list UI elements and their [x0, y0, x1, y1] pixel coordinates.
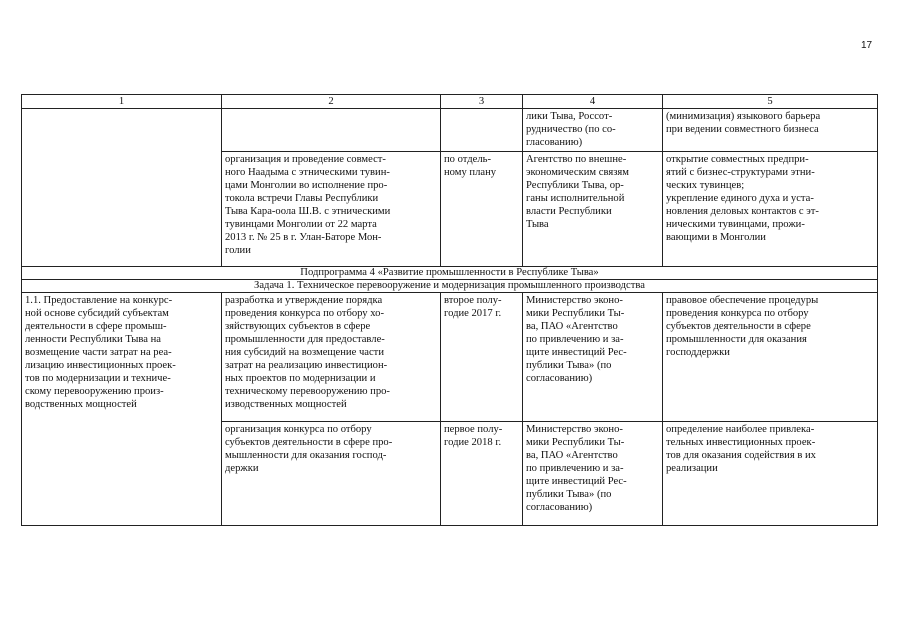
- col-header-3: 3: [441, 95, 523, 109]
- subprogram-title: Подпрограмма 4 «Развитие промышленности в Республике Тыва»: [22, 267, 878, 280]
- table-cell: [441, 109, 523, 152]
- table-cell: организация конкурса по отбору субъектов деятельности в сфере про- мышленности для оказания господ- держки: [222, 422, 441, 526]
- header-row: [22, 95, 878, 109]
- col-header-5: 5: [663, 95, 878, 109]
- table-cell: (минимизация) языкового барьера при ведении совместного бизнеса: [663, 109, 878, 152]
- table-cell: Министерство эконо- мики Республики Ты- ва, ПАО «Агентство по привлечению и за- щите инвестиций Рес- публики Тыва» (по согласованию): [523, 293, 663, 422]
- activity-plan-table: [21, 94, 878, 526]
- table-cell: Министерство эконо- мики Республики Ты- ва, ПАО «Агентство по привлечению и за- щите инвестиций Рес- публики Тыва» (по согласованию): [523, 422, 663, 526]
- task-title: Задача 1. Техническое перевооружение и модернизация промышленного производства: [22, 280, 878, 293]
- table-cell: первое полу- годие 2018 г.: [441, 422, 523, 526]
- table-row: [22, 293, 878, 422]
- table-cell: определение наиболее привлека- тельных инвестиционных проек- тов для оказания содействия в их реализации: [663, 422, 878, 526]
- subprogram-row: [22, 267, 878, 280]
- table-cell: правовое обеспечение процедуры проведения конкурса по отбору субъектов деятельности в сфере промышленности для оказания господдержки: [663, 293, 878, 422]
- col-header-1: 1: [22, 95, 222, 109]
- table-cell: 1.1. Предоставление на конкурс- ной основе субсидий субъектам деятельности в сфере промыш- ленности Республики Тыва на возмещение части затрат на реа- лизацию инвестиционных проек- тов по модернизации и техниче- скому перевооружению произ- водственных мощностей: [22, 293, 222, 526]
- page-number: 17: [861, 40, 873, 51]
- table-row: [22, 109, 878, 152]
- table-cell: [222, 109, 441, 152]
- table-cell: организация и проведение совмест- ного Наадыма с этническими тувин- цами Монголии во исполнение про- токола встречи Главы Республики Тыва Кара-оола Ш.В. с этническими тувинцами Монголии от 22 марта 2013 г. № 25 в г. Улан-Баторе Мон- голии: [222, 152, 441, 267]
- col-header-2: 2: [222, 95, 441, 109]
- table-cell: открытие совместных предпри- ятий с бизнес-структурами этни- ческих тувинцев; укрепление единого духа и уста- новления деловых контактов с эт- ническими тувинцами, прожи- вающими в Монголии: [663, 152, 878, 267]
- table-cell: по отдель- ному плану: [441, 152, 523, 267]
- table-cell: разработка и утверждение порядка проведения конкурса по отбору хо- зяйствующих субъектов в сфере промышленности для предоставле- ния субсидий на возмещение части затрат на реализацию инвестицион- ных проектов по модернизации и техническому перевооружению про- изводственных мощностей: [222, 293, 441, 422]
- col-header-4: 4: [523, 95, 663, 109]
- table-cell: Агентство по внешне- экономическим связям Республики Тыва, ор- ганы исполнительной власти Республики Тыва: [523, 152, 663, 267]
- table-cell: второе полу- годие 2017 г.: [441, 293, 523, 422]
- task-row: [22, 280, 878, 293]
- table-cell: лики Тыва, Россот- рудничество (по со- гласованию): [523, 109, 663, 152]
- table-cell: [22, 109, 222, 267]
